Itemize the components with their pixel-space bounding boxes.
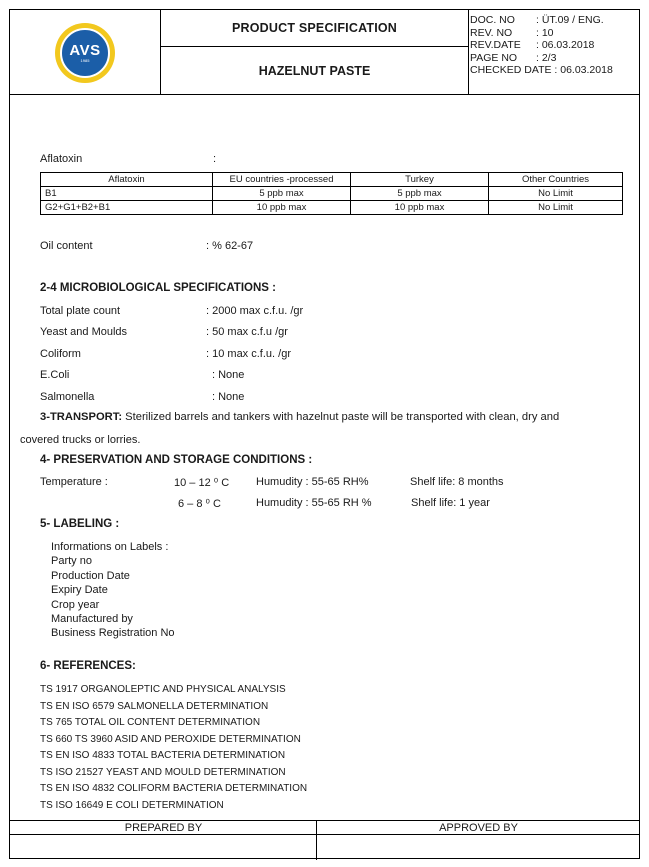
list-item: TS EN ISO 6579 SALMONELLA DETERMINATION bbox=[40, 700, 269, 712]
spec-value: : None bbox=[212, 391, 245, 403]
spec-value: : 10 max c.f.u. /gr bbox=[206, 348, 291, 360]
aflatoxin-table bbox=[40, 172, 623, 215]
list-item: Manufactured by bbox=[51, 613, 133, 626]
list-item: Crop year bbox=[51, 598, 100, 611]
humidity-value: Humudity : 55-65 RH % bbox=[256, 497, 372, 509]
product-name: HAZELNUT PASTE bbox=[258, 63, 371, 78]
section-heading-transport: 3-TRANSPORT: bbox=[40, 411, 123, 423]
section-heading-labeling: 5- LABELING : bbox=[40, 518, 120, 530]
references-list bbox=[40, 682, 307, 814]
spec-label: Salmonella bbox=[40, 391, 95, 403]
logo-cell bbox=[10, 10, 161, 94]
spec-label: Yeast and Moulds bbox=[40, 326, 128, 338]
table-cell: No Limit bbox=[489, 187, 623, 201]
spec-label: Coliform bbox=[40, 348, 81, 360]
shelf-life-value: Shelf life: 8 months bbox=[410, 476, 504, 488]
list-item: TS ISO 16649 E COLI DETERMINATION bbox=[40, 799, 224, 811]
list-item: TS EN ISO 4833 TOTAL BACTERIA DETERMINATION bbox=[40, 750, 286, 761]
doc-info-row: DOC. NO : ÜT.09 / ENG. bbox=[470, 14, 604, 26]
list-item: TS ISO 21527 YEAST AND MOULD DETERMINATION bbox=[40, 766, 286, 778]
logo-year: 1985 bbox=[80, 58, 90, 63]
document-title: PRODUCT SPECIFICATION bbox=[161, 10, 468, 47]
table-cell: 10 ppb max bbox=[351, 201, 489, 215]
approved-by-label: APPROVED BY bbox=[439, 822, 518, 834]
table-cell: B1 bbox=[41, 187, 213, 201]
table-row bbox=[41, 187, 623, 201]
section-heading-storage: 4- PRESERVATION AND STORAGE CONDITIONS : bbox=[40, 454, 313, 466]
list-item: Party no bbox=[51, 555, 92, 568]
list-item: TS 660 TS 3960 ASID AND PEROXIDE DETERMINATION bbox=[40, 733, 301, 745]
table-row bbox=[41, 201, 623, 215]
transport-text-cont: covered trucks or lorries. bbox=[20, 434, 141, 446]
prepared-by-label: PREPARED BY bbox=[124, 822, 203, 834]
aflatoxin-colon: : bbox=[213, 153, 217, 165]
temperature-value: 10 – 12 ⁰ C bbox=[174, 477, 230, 489]
labeling-list bbox=[51, 540, 175, 641]
table-cell: 5 ppb max bbox=[351, 187, 489, 201]
table-header-cell: Aflatoxin bbox=[41, 173, 213, 187]
company-logo bbox=[55, 23, 115, 83]
signature-footer bbox=[10, 820, 639, 859]
section-heading-microbiological: 2-4 MICROBIOLOGICAL SPECIFICATIONS : bbox=[40, 282, 276, 294]
spec-label: E.Coli bbox=[40, 369, 70, 381]
list-item: Expiry Date bbox=[51, 584, 108, 597]
table-cell: No Limit bbox=[489, 201, 623, 215]
doc-info-row: REV.DATE : 06.03.2018 bbox=[470, 39, 595, 51]
table-cell: G2+G1+B2+B1 bbox=[41, 201, 213, 215]
doc-info-row: CHECKED DATE : 06.03.2018 bbox=[470, 64, 613, 76]
logo-text: AVS bbox=[69, 42, 101, 59]
transport-line bbox=[40, 411, 559, 423]
document-header bbox=[10, 10, 639, 95]
list-item: TS 765 TOTAL OIL CONTENT DETERMINATION bbox=[40, 717, 261, 728]
temperature-value: 6 – 8 ⁰ C bbox=[178, 498, 221, 510]
transport-text: Sterilized barrels and tankers with hazelnut paste will be transported with clean, dry and bbox=[122, 411, 560, 423]
document-page bbox=[9, 9, 640, 859]
table-header-cell: Turkey bbox=[351, 173, 489, 187]
list-item: TS EN ISO 4832 COLIFORM BACTERIA DETERMINATION bbox=[40, 783, 308, 794]
spec-label: Total plate count bbox=[40, 305, 121, 317]
section-heading-references: 6- REFERENCES: bbox=[40, 660, 136, 672]
table-header-row bbox=[41, 173, 623, 187]
list-item: Production Date bbox=[51, 569, 130, 582]
shelf-life-value: Shelf life: 1 year bbox=[411, 497, 490, 509]
oil-content-label: Oil content bbox=[40, 240, 93, 252]
spec-value: : 2000 max c.f.u. /gr bbox=[206, 305, 304, 317]
list-item: Business Registration No bbox=[51, 627, 175, 640]
spec-value: : None bbox=[212, 369, 245, 381]
spec-value: : 50 max c.f.u /gr bbox=[206, 326, 288, 338]
list-item: Informations on Labels : bbox=[51, 541, 169, 553]
temperature-label: Temperature : bbox=[40, 476, 108, 488]
humidity-value: Humudity : 55-65 RH% bbox=[256, 476, 369, 488]
table-cell: 5 ppb max bbox=[213, 187, 351, 201]
doc-info-row: REV. NO : 10 bbox=[470, 26, 554, 39]
title-cell bbox=[161, 10, 469, 94]
doc-info-row: PAGE NO : 2/3 bbox=[470, 51, 557, 64]
aflatoxin-label: Aflatoxin bbox=[40, 153, 83, 165]
doc-info bbox=[470, 14, 639, 77]
list-item: TS 1917 ORGANOLEPTIC AND PHYSICAL ANALYSIS bbox=[40, 684, 286, 695]
table-header-cell: Other Countries bbox=[489, 173, 623, 187]
oil-content-value: : % 62-67 bbox=[206, 240, 254, 252]
table-cell: 10 ppb max bbox=[213, 201, 351, 215]
table-header-cell: EU countries -processed bbox=[213, 173, 351, 187]
